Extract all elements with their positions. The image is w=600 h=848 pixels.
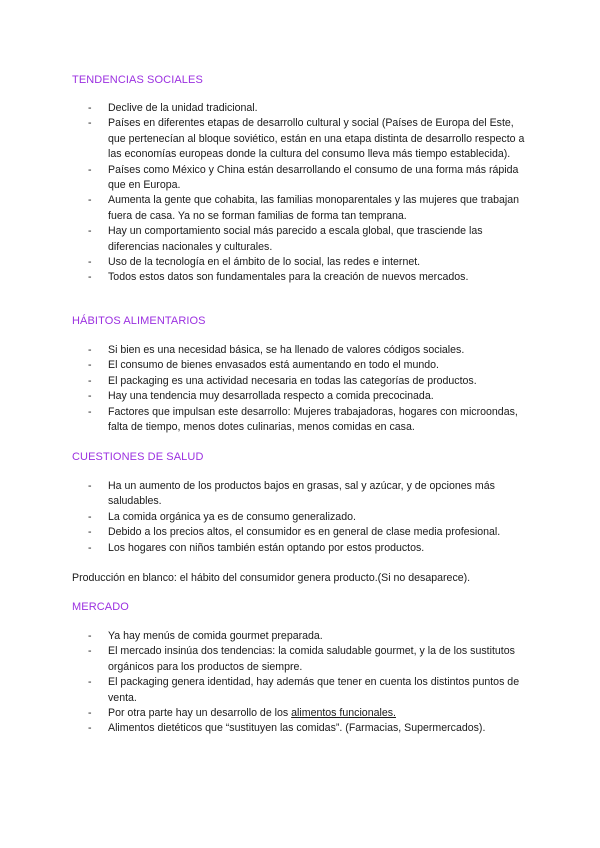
underlined-term: alimentos funcionales. <box>291 707 396 720</box>
heading-mercado: MERCADO <box>72 601 129 613</box>
list-item: - Debido a los precios altos, el consumidor es en general de clase media profesional. <box>72 525 532 540</box>
body-paragraph: Producción en blanco: el hábito del consumidor genera producto.(Si no desaparece). <box>72 572 471 584</box>
list-item: - Uso de la tecnología en el ámbito de lo social, las redes e internet. <box>72 255 532 270</box>
heading-cuestiones-de-salud: CUESTIONES DE SALUD <box>72 451 204 463</box>
heading-habitos-alimentarios: HÁBITOS ALIMENTARIOS <box>72 315 206 327</box>
list-item: - La comida orgánica ya es de consumo generalizado. <box>72 510 532 525</box>
dash-bullet: - <box>88 676 92 689</box>
list-item: - Ya hay menús de comida gourmet preparada. <box>72 629 532 644</box>
dash-bullet: - <box>88 630 92 642</box>
dash-bullet: - <box>88 405 92 418</box>
list-item: - Hay una tendencia muy desarrollada respecto a comida precocinada. <box>72 389 532 404</box>
list-item: - Declive de la unidad tradicional. <box>72 101 532 116</box>
list-item: - El packaging genera identidad, hay además que tener en cuenta los distintos puntos de venta. <box>88 676 520 704</box>
dash-bullet: - <box>88 225 92 238</box>
dash-bullet: - <box>88 117 92 130</box>
list-item: - Ha un aumento de los productos bajos en grasas, sal y azúcar, y de opciones más saludables. <box>88 480 495 508</box>
list-item: - Países como México y China están desarrollando el consumo de una forma más rápida que en Europa. <box>88 163 519 192</box>
list-item: - Si bien es una necesidad básica, se ha llenado de valores códigos sociales. <box>72 343 532 358</box>
dash-bullet: - <box>88 645 92 658</box>
dash-bullet: - <box>88 541 92 554</box>
list-item: - Aumenta la gente que cohabita, las familias monoparentales y las mujeres que trabajan fuera de casa. Ya no se forman familias de forma tan temprana. <box>88 194 520 222</box>
list-item: - Hay un comportamiento social más parecido a escala global, que trasciende las diferencias nacionales y culturales. <box>88 225 483 253</box>
list-cuestiones-de-salud <box>72 479 532 556</box>
list-item: - Alimentos dietéticos que “sustituyen las comidas”. (Farmacias, Supermercados). <box>72 721 532 736</box>
dash-bullet: - <box>88 344 92 356</box>
dash-bullet: - <box>88 163 92 176</box>
dash-bullet: - <box>88 271 92 284</box>
dash-bullet: - <box>88 707 92 720</box>
dash-bullet: - <box>88 526 92 539</box>
list-mercado <box>72 629 532 737</box>
heading-tendencias-sociales: TENDENCIAS SOCIALES <box>72 74 203 86</box>
list-item: - El mercado insinúa dos tendencias: la comida saludable gourmet, y la de los sustitutos orgánicos para los productos de siempre. <box>88 645 515 673</box>
list-tendencias-sociales <box>72 101 532 286</box>
list-item: - Todos estos datos son fundamentales para la creación de nuevos mercados. <box>72 270 532 285</box>
dash-bullet: - <box>88 359 92 372</box>
dash-bullet: - <box>88 722 92 735</box>
dash-bullet: - <box>88 194 92 207</box>
list-item: - Países en diferentes etapas de desarrollo cultural y social (Países de Europa del Este, que pertenecían al bloque soviético, están en una etapa distinta de desarrollo respecto a las economías europeas donde la cultura del consumo lleva más tiempo establecida). <box>88 117 525 161</box>
dash-bullet: - <box>88 390 92 403</box>
dash-bullet: - <box>88 480 92 492</box>
dash-bullet: - <box>88 374 92 387</box>
list-item: - Factores que impulsan este desarrollo: Mujeres trabajadoras, hogares con microondas, falta de tiempo, menos dotes culinarias, menos comidas en casa. <box>88 405 518 434</box>
dash-bullet: - <box>88 102 92 114</box>
list-item: - Por otra parte hay un desarrollo de los alimentos funcionales. <box>72 706 532 721</box>
list-item: - Los hogares con niños también están optando por estos productos. <box>72 541 532 556</box>
list-item: - El consumo de bienes envasados está aumentando en todo el mundo. <box>72 358 532 373</box>
list-habitos-alimentarios <box>72 343 532 435</box>
list-item: - El packaging es una actividad necesaria en todas las categorías de productos. <box>72 374 532 389</box>
dash-bullet: - <box>88 256 92 269</box>
dash-bullet: - <box>88 510 92 523</box>
